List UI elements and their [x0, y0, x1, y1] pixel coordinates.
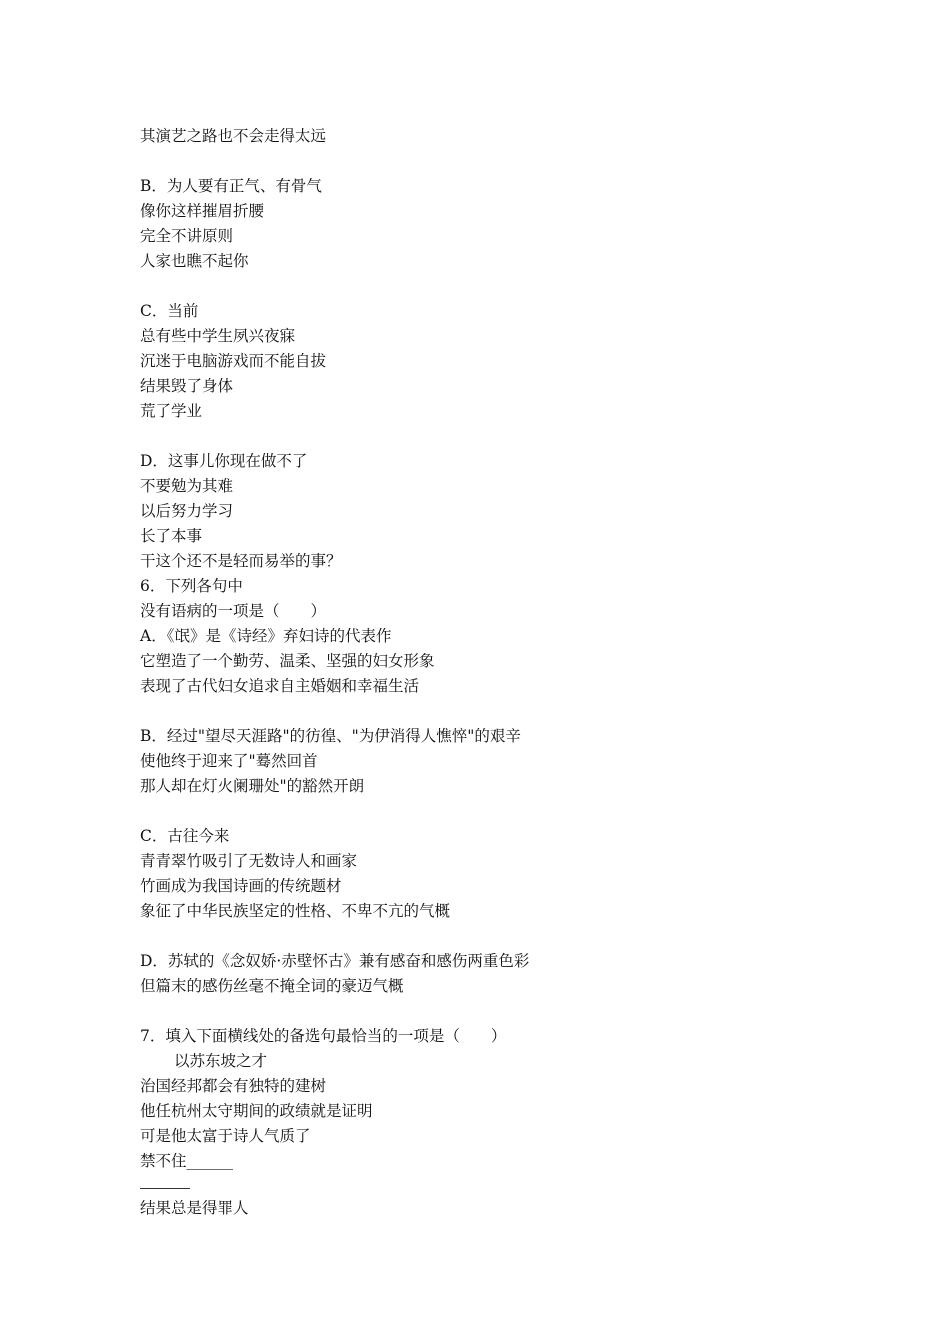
text-line: 它塑造了一个勤劳、温柔、坚强的妇女形象 [140, 652, 435, 670]
text-line: 其演艺之路也不会走得太远 [140, 127, 327, 145]
q6-option-a: A．《氓》是《诗经》弃妇诗的代表作 [140, 627, 392, 645]
text-line: 治国经邦都会有独特的建树 [140, 1077, 327, 1095]
question-7-title: 7．填入下面横线处的备选句最恰当的一项是（ ） [140, 1027, 507, 1045]
q6-option-c: C．古往今来 [140, 827, 230, 845]
text-line: 长了本事 [140, 527, 203, 545]
text-line: 荒了学业 [140, 402, 203, 420]
text-line: 使他终于迎来了"蓦然回首 [140, 752, 318, 770]
text-line: 可是他太富于诗人气质了 [140, 1127, 311, 1145]
text-line: 竹画成为我国诗画的传统题材 [140, 877, 342, 895]
text-line: 不要勉为其难 [140, 477, 234, 495]
text-line: 完全不讲原则 [140, 227, 234, 245]
question-6-stem: 没有语病的一项是（ ） [140, 602, 327, 620]
option-b-1: B．为人要有正气、有骨气 [140, 177, 322, 195]
text-line: 人家也瞧不起你 [140, 252, 249, 270]
question-7-passage: 以苏东坡之才 [174, 1052, 268, 1070]
q6-option-b: B．经过"望尽天涯路"的彷徨、"为伊消得人憔悴"的艰辛 [140, 727, 521, 745]
text-line: 象征了中华民族坚定的性格、不卑不亢的气概 [140, 902, 451, 920]
text-line: 青青翠竹吸引了无数诗人和画家 [140, 852, 358, 870]
blank-underline [140, 1188, 190, 1189]
text-line: 表现了古代妇女追求自主婚姻和幸福生活 [140, 677, 420, 695]
blank-line: 禁不住______ [140, 1152, 234, 1170]
q6-option-d: D．苏轼的《念奴娇·赤壁怀古》兼有感奋和感伤两重色彩 [140, 952, 530, 970]
text-line: 沉迷于电脑游戏而不能自拔 [140, 352, 327, 370]
text-line: 但篇末的感伤丝毫不掩全词的豪迈气概 [140, 977, 404, 995]
text-line: 总有些中学生夙兴夜寐 [140, 327, 296, 345]
option-c-1: C．当前 [140, 302, 199, 320]
text-line: 结果总是得罪人 [140, 1199, 249, 1217]
question-6-title: 6．下列各句中 [140, 577, 243, 595]
text-line: 干这个还不是轻而易举的事？ [140, 552, 342, 570]
text-line: 以后努力学习 [140, 502, 234, 520]
option-d-1: D．这事儿你现在做不了 [140, 452, 308, 470]
text-line: 像你这样摧眉折腰 [140, 202, 265, 220]
text-line: 那人却在灯火阑珊处"的豁然开朗 [140, 777, 365, 795]
text-line: 结果毁了身体 [140, 377, 234, 395]
text-line: 他任杭州太守期间的政绩就是证明 [140, 1102, 373, 1120]
